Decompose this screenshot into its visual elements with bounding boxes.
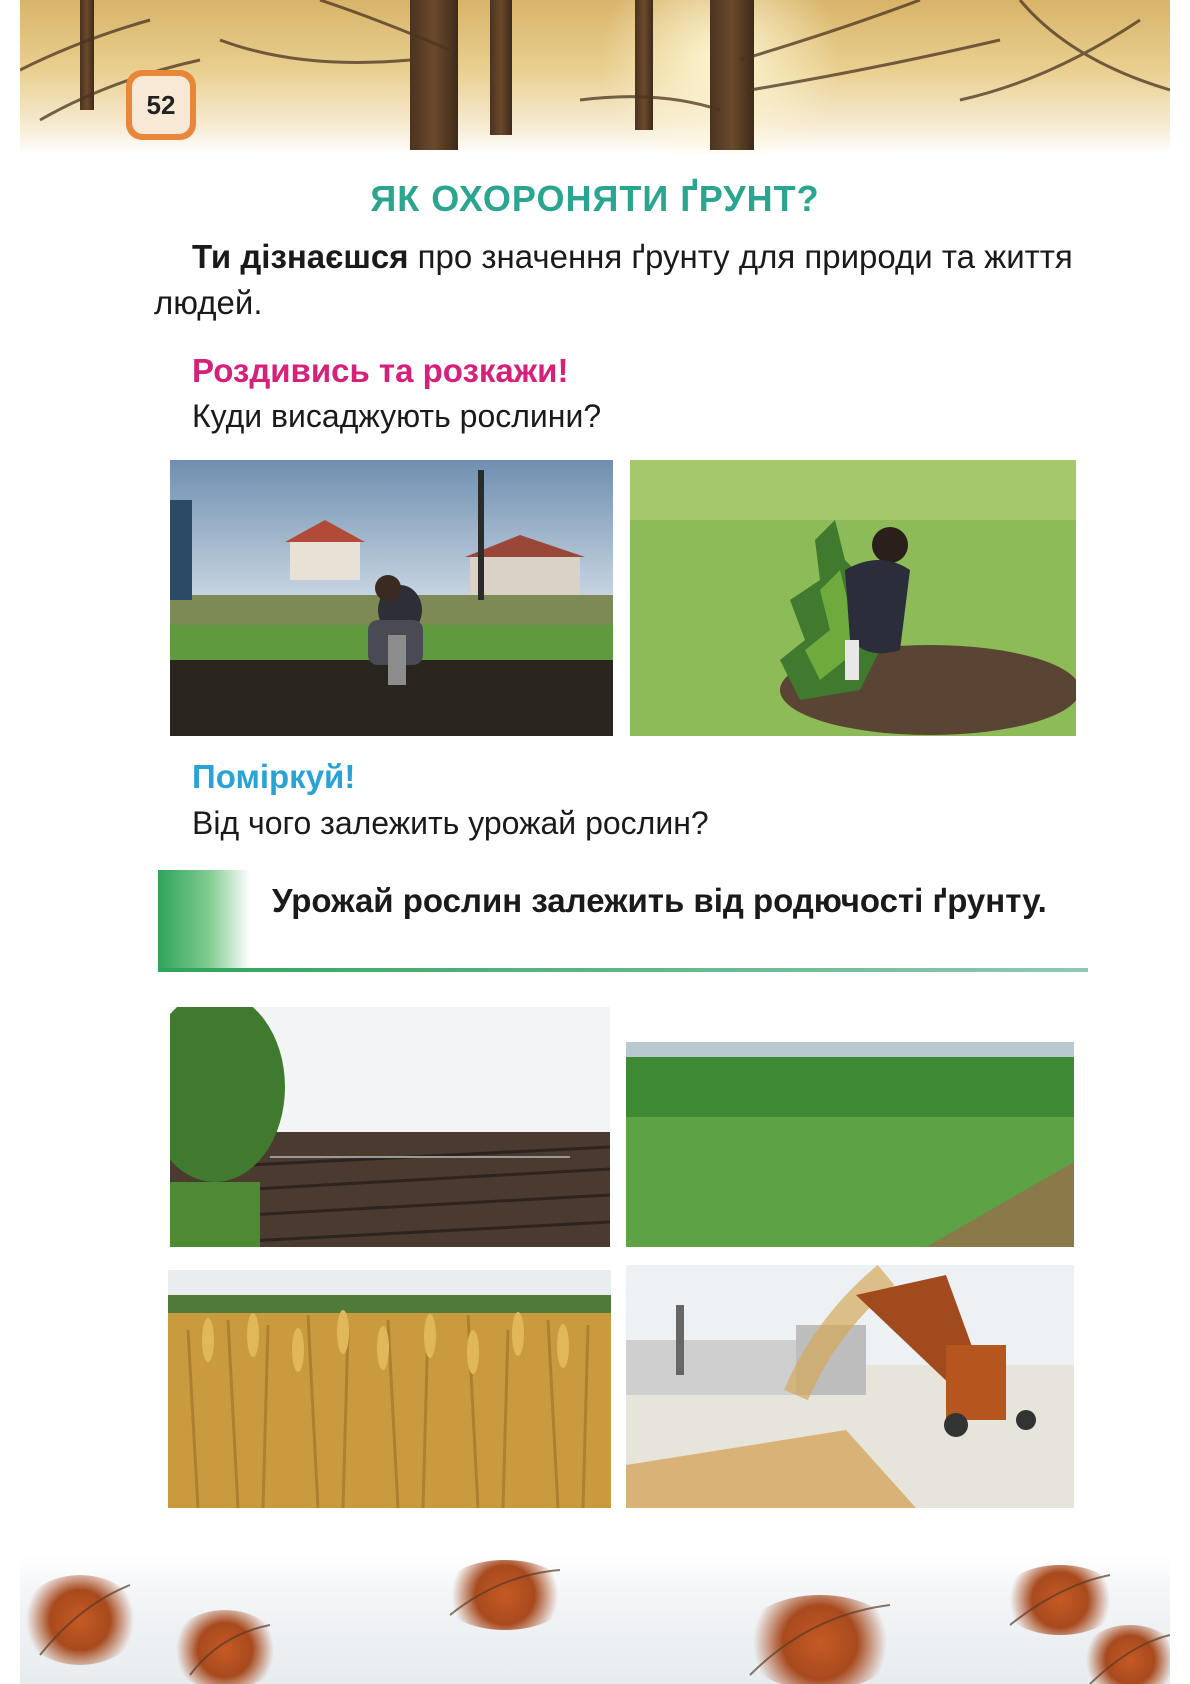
task-question-where-planted: Куди висаджують рослини? [192, 398, 602, 434]
page-number-badge [126, 70, 196, 140]
intro-rest: про значення ґрунту для природи та життя людей. [154, 238, 1073, 321]
intro-bold: Ти дізнаєшся [192, 238, 409, 275]
fact-accent-bar [158, 870, 250, 970]
wheat-field-photo [168, 1270, 611, 1508]
fact-statement: Урожай рослин залежить від родючості ґрунту. [272, 882, 1047, 919]
task-question-harvest: Від чого залежить урожай рослин? [192, 805, 709, 841]
task-heading-think: Поміркуй! [192, 758, 356, 795]
intro-paragraph [154, 234, 1094, 326]
green-field-photo [626, 1042, 1074, 1247]
grain-loader-photo [626, 1265, 1074, 1508]
page-number: 52 [132, 76, 190, 134]
plowed-field-photo [170, 1007, 610, 1247]
shrub-twigs [20, 1555, 1170, 1684]
garden-planting-photo [170, 460, 613, 736]
fact-underline [158, 968, 1088, 972]
tree-planting-photo [630, 460, 1076, 736]
page-title: ЯК ОХОРОНЯТИ ҐРУНТ? [370, 178, 820, 219]
bottom-snow-banner [20, 1555, 1170, 1684]
task-heading-look-and-tell: Роздивись та розкажи! [192, 352, 569, 389]
